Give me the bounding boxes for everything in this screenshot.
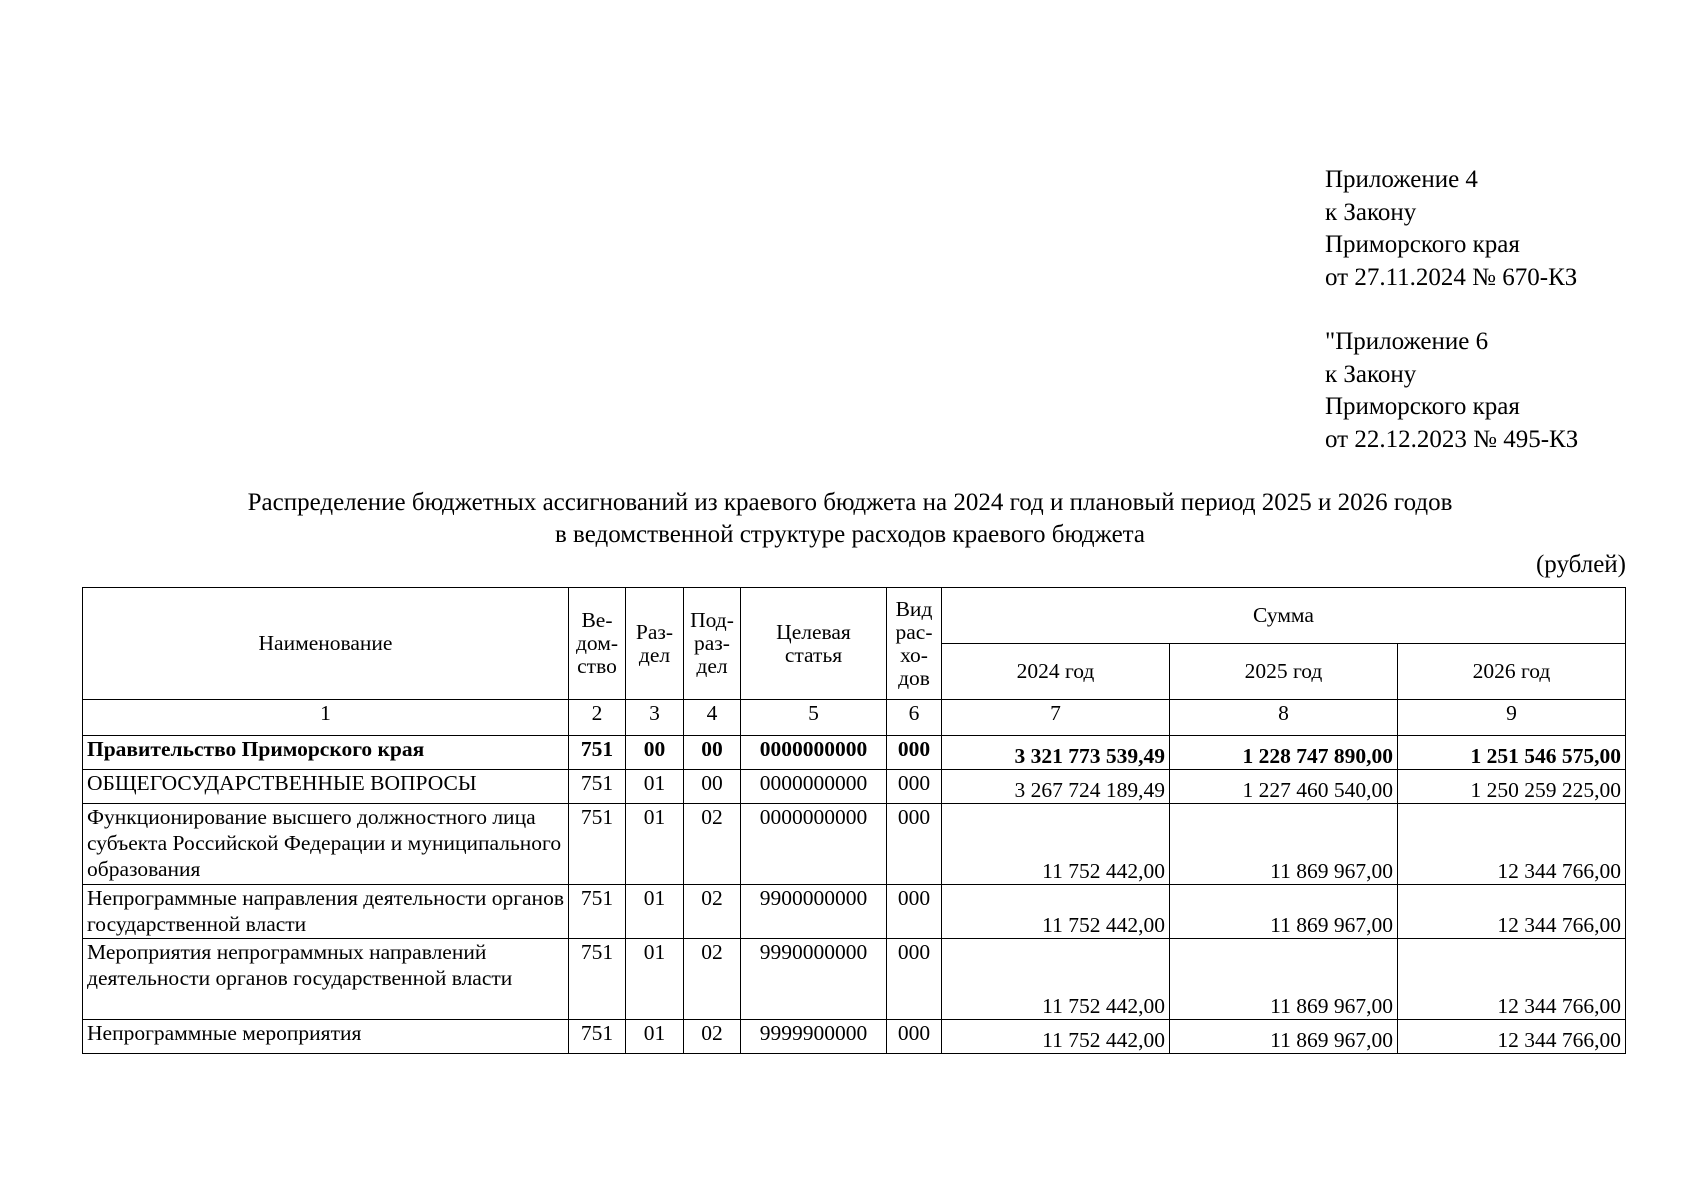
- table-row: [83, 804, 1626, 885]
- row-expense-type: 000: [887, 1020, 942, 1054]
- row-sum-2026: 12 344 766,00: [1398, 1020, 1626, 1054]
- row-department: 751: [569, 770, 626, 804]
- row-sum-2025: 11 869 967,00: [1170, 939, 1398, 1020]
- row-sum-2024: 3 267 724 189,49: [942, 770, 1170, 804]
- table-row: [83, 885, 1626, 939]
- row-sum-2026: 1 250 259 225,00: [1398, 770, 1626, 804]
- appendix-line: к Закону: [1325, 360, 1417, 388]
- row-sum-2025: 1 227 460 540,00: [1170, 770, 1398, 804]
- table-row: [83, 770, 1626, 804]
- title-line-2: в ведомственной структуре расходов краевого бюджета: [555, 521, 1145, 548]
- row-sum-2026: 1 251 546 575,00: [1398, 736, 1626, 770]
- row-name: Правительство Приморского края: [83, 736, 569, 770]
- row-expense-type: 000: [887, 770, 942, 804]
- row-target-article: 9900000000: [741, 885, 887, 939]
- row-name: Функционирование высшего должностного лица субъекта Российской Федерации и муниципального образования: [83, 804, 569, 885]
- appendix-reference-amended: [1325, 326, 1578, 456]
- header-target-article: Целевая статья: [741, 588, 887, 700]
- row-expense-type: 000: [887, 736, 942, 770]
- row-sum-2025: 11 869 967,00: [1170, 804, 1398, 885]
- title-line-1: Распределение бюджетных ассигнований из краевого бюджета на 2024 год и плановый период 2025 и 2026 годов: [247, 489, 1453, 516]
- row-subsection: 00: [684, 770, 741, 804]
- row-name: Мероприятия непрограммных направлений деятельности органов государственной власти: [83, 939, 569, 1020]
- row-section: 00: [626, 736, 684, 770]
- budget-table: [82, 587, 1626, 1054]
- row-sum-2024: 11 752 442,00: [942, 885, 1170, 939]
- column-number: 3: [626, 700, 684, 736]
- row-target-article: 9990000000: [741, 939, 887, 1020]
- appendix-line: от 27.11.2024 № 670-КЗ: [1325, 263, 1578, 291]
- header-sum: Сумма: [942, 588, 1626, 644]
- row-subsection: 02: [684, 804, 741, 885]
- row-sum-2024: 11 752 442,00: [942, 1020, 1170, 1054]
- column-number: 4: [684, 700, 741, 736]
- appendix-line: к Закону: [1325, 198, 1417, 226]
- row-target-article: 0000000000: [741, 804, 887, 885]
- header-year-2025: 2025 год: [1170, 644, 1398, 700]
- table-row: [83, 736, 1626, 770]
- column-number: 8: [1170, 700, 1398, 736]
- column-number: 5: [741, 700, 887, 736]
- appendix-line: Приморского края: [1325, 231, 1520, 258]
- row-sum-2025: 1 228 747 890,00: [1170, 736, 1398, 770]
- appendix-line: Приложение 4: [1325, 166, 1478, 193]
- row-expense-type: 000: [887, 804, 942, 885]
- row-subsection: 02: [684, 939, 741, 1020]
- header-expense-type: Вид рас- хо- дов: [887, 588, 942, 700]
- table-row: [83, 939, 1626, 1020]
- row-department: 751: [569, 885, 626, 939]
- table-row: [83, 1020, 1626, 1054]
- column-number: 6: [887, 700, 942, 736]
- column-number: 9: [1398, 700, 1626, 736]
- header-name: Наименование: [83, 588, 569, 700]
- row-section: 01: [626, 1020, 684, 1054]
- appendix-line: Приморского края: [1325, 393, 1520, 420]
- row-subsection: 02: [684, 885, 741, 939]
- row-name: Непрограммные направления деятельности органов государственной власти: [83, 885, 569, 939]
- header-subsection: Под- раз- дел: [684, 588, 741, 700]
- appendix-line: от 22.12.2023 № 495-КЗ: [1325, 425, 1579, 453]
- row-expense-type: 000: [887, 939, 942, 1020]
- column-number: 2: [569, 700, 626, 736]
- row-sum-2025: 11 869 967,00: [1170, 885, 1398, 939]
- appendix-reference-current: [1325, 164, 1577, 294]
- row-section: 01: [626, 939, 684, 1020]
- row-target-article: 9999900000: [741, 1020, 887, 1054]
- header-section: Раз- дел: [626, 588, 684, 700]
- row-subsection: 00: [684, 736, 741, 770]
- appendix-line: "Приложение 6: [1325, 328, 1489, 355]
- row-department: 751: [569, 939, 626, 1020]
- row-department: 751: [569, 736, 626, 770]
- row-expense-type: 000: [887, 885, 942, 939]
- column-number: 7: [942, 700, 1170, 736]
- row-name: ОБЩЕГОСУДАРСТВЕННЫЕ ВОПРОСЫ: [83, 770, 569, 804]
- row-name: Непрограммные мероприятия: [83, 1020, 569, 1054]
- row-target-article: 0000000000: [741, 736, 887, 770]
- column-number-row: [83, 700, 1626, 736]
- row-sum-2025: 11 869 967,00: [1170, 1020, 1398, 1054]
- document-title: [80, 487, 1620, 551]
- column-number: 1: [83, 700, 569, 736]
- row-sum-2024: 3 321 773 539,49: [942, 736, 1170, 770]
- header-year-2024: 2024 год: [942, 644, 1170, 700]
- row-sum-2026: 12 344 766,00: [1398, 804, 1626, 885]
- row-subsection: 02: [684, 1020, 741, 1054]
- units-label: (рублей): [1535, 551, 1626, 578]
- header-year-2026: 2026 год: [1398, 644, 1626, 700]
- header-department: Ве- дом- ство: [569, 588, 626, 700]
- row-section: 01: [626, 885, 684, 939]
- row-target-article: 0000000000: [741, 770, 887, 804]
- row-section: 01: [626, 770, 684, 804]
- row-department: 751: [569, 1020, 626, 1054]
- row-department: 751: [569, 804, 626, 885]
- row-sum-2024: 11 752 442,00: [942, 939, 1170, 1020]
- row-sum-2024: 11 752 442,00: [942, 804, 1170, 885]
- row-sum-2026: 12 344 766,00: [1398, 939, 1626, 1020]
- row-section: 01: [626, 804, 684, 885]
- row-sum-2026: 12 344 766,00: [1398, 885, 1626, 939]
